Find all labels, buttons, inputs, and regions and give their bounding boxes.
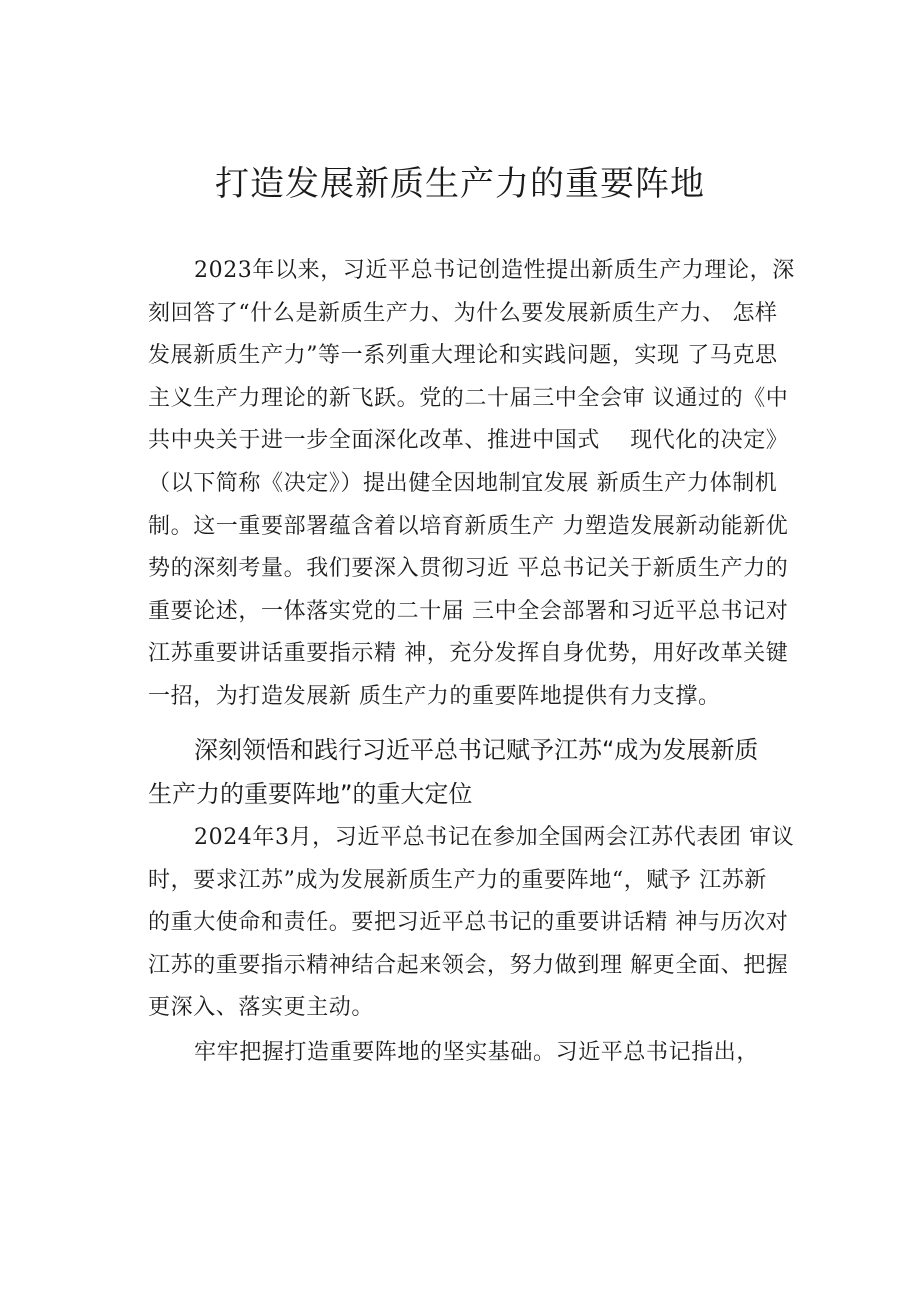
paragraph-line: 牢牢把握打造重要阵地的坚实基础。习近平总书记指出， [194, 1040, 760, 1065]
paragraph-line: 更深入、落实更主动。 [148, 995, 375, 1021]
paragraph-line: 重要论述，一体落实党的二十届 三中全会部署和习近平总书记对 [148, 598, 789, 624]
paragraph-line: 江苏重要讲话重要指示精 神，充分发挥自身优势，用好改革关键 [148, 641, 789, 667]
paragraph-section-2 [148, 1032, 808, 1075]
paragraph-line: 势的深刻考量。我们要深入贯彻习近 平总书记关于新质生产力的 [148, 556, 789, 582]
paragraph-line: 主义生产力理论的新飞跃。党的二十届三中全会审 议通过的《中 [148, 385, 789, 411]
paragraph-line: 发展新质生产力”等一系列重大理论和实践问题，实现 了马克思 [148, 343, 778, 369]
paragraph-line: 的重大使命和责任。要把习近平总书记的重要讲话精 神与历次对 [148, 910, 789, 936]
paragraph-line: 2023年以来，习近平总书记创造性提出新质生产力理论，深 [194, 258, 795, 283]
section-heading [148, 728, 808, 816]
paragraph-line: 时，要求江苏”成为发展新质生产力的重要阵地“，赋予 江苏新 [148, 867, 767, 893]
heading-line: 生产力的重要阵地”的重大定位 [148, 780, 473, 808]
heading-line: 深刻领悟和践行习近平总书记赋予江苏“成为发展新质 [194, 736, 759, 764]
paragraph-line: 制。这一重要部署蕴含着以培育新质生产 力塑造发展新动能新优 [148, 513, 789, 539]
document-title: 打造发展新质生产力的重要阵地 [215, 164, 705, 204]
paragraph-line: 刻回答了“什么是新质生产力、为什么要发展新质生产力、 怎样 [148, 300, 778, 326]
paragraph-intro [148, 250, 808, 719]
paragraph-line: 江苏的重要指示精神结合起来领会，努力做到理 解更全面、把握 [148, 952, 789, 978]
paragraph-line: （以下简称《决定》）提出健全因地制宜发展 新质生产力体制机 [148, 470, 778, 496]
paragraph-line: 2024年3月，习近平总书记在参加全国两会江苏代表团 审议 [194, 825, 795, 850]
paragraph-line: 一招，为打造发展新 质生产力的重要阵地提供有力支撑。 [148, 683, 721, 709]
paragraph-line: 共中央关于进一步全面深化改革、推进中国式 现代化的决定》 [148, 428, 789, 454]
paragraph-section-1 [148, 817, 808, 1030]
